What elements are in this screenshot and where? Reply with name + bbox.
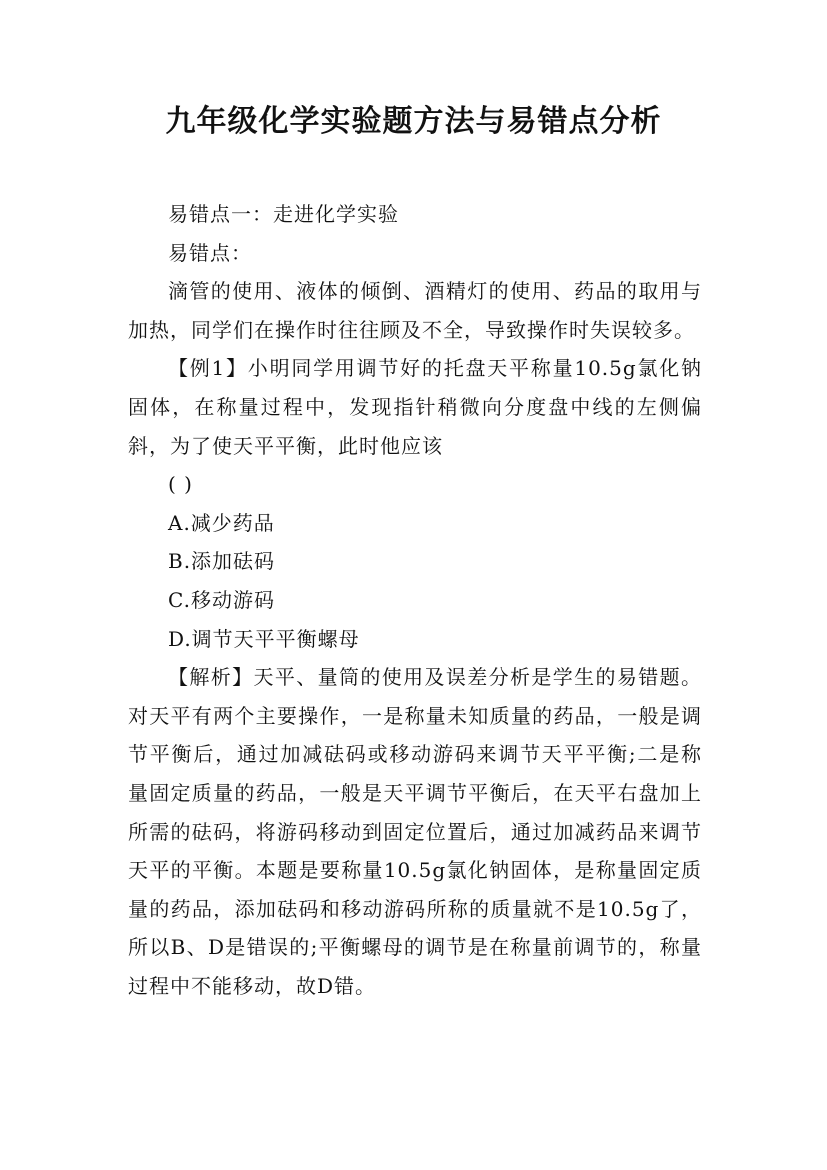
document-title: 九年级化学实验题方法与易错点分析 <box>165 104 662 139</box>
intro-paragraph: 滴管的使用、液体的倾倒、酒精灯的使用、药品的取用与加热，同学们在操作时往往顾及不全，导致操作时失误较多。 <box>128 279 702 342</box>
section-heading: 易错点一：走进化学实验 <box>168 202 399 226</box>
example-question: 【例1】小明同学用调节好的托盘天平称量10.5g氯化钠固体，在称量过程中，发现指针稍微向分度盘中线的左侧偏斜，为了使天平平衡，此时他应该 <box>128 356 702 458</box>
option-d: D.调节天平平衡螺母 <box>168 626 360 651</box>
option-a: A.减少药品 <box>168 510 275 535</box>
option-b: B.添加砝码 <box>168 549 276 574</box>
analysis-paragraph: 【解析】天平、量筒的使用及误差分析是学生的易错题。对天平有两个主要操作，一是称量未知质量的药品，一般是调节平衡后，通过加减砝码或移动游码来调节天平平衡;二是称量固定质量的药品，一般是天平调节平衡后，在天平右盘加上所需的砝码，将游码移动到固定位置后，通过加减药品来调节天平的平衡。本题是要称量10.5g氯化钠固体，是称量固定质量的药品，添加砝码和移动游码所称的质量就不是10.5g了，所以B、D是错误的;平衡螺母的调节是在称量前调节的，称量过程中不能移动，故D错。 <box>128 665 702 998</box>
answer-blank: ( ) <box>168 472 193 497</box>
subheading: 易错点： <box>168 240 252 265</box>
document-body <box>128 195 702 1005</box>
option-c: C.移动游码 <box>168 587 275 612</box>
